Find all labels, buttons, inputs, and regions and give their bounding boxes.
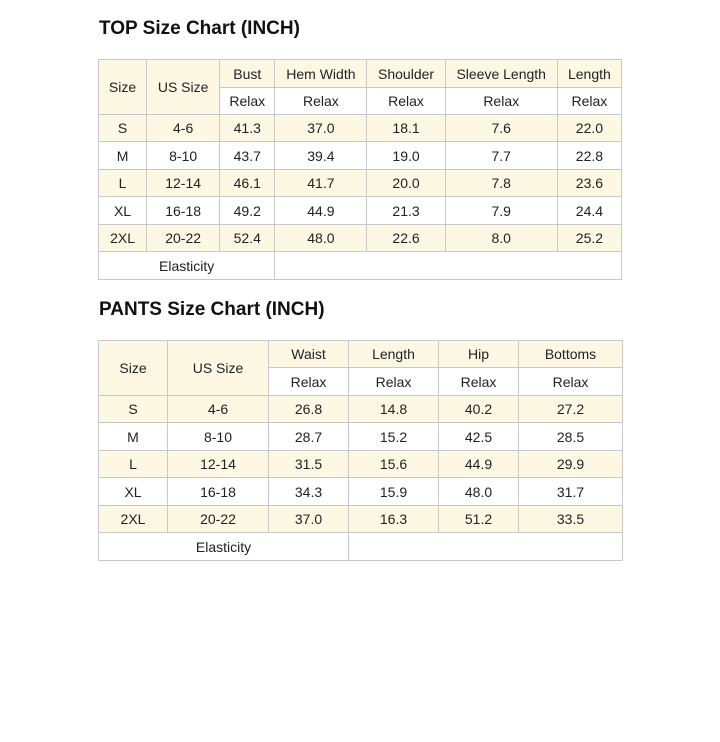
table-cell: 20.0 <box>367 170 445 197</box>
table-cell: 15.2 <box>349 423 439 451</box>
table-cell: 31.7 <box>519 478 623 506</box>
elasticity-value <box>275 252 622 280</box>
table-cell: 8-10 <box>147 142 220 170</box>
table-cell: 51.2 <box>439 506 519 533</box>
table-cell: 33.5 <box>519 506 623 533</box>
subheader-relax: Relax <box>220 88 275 115</box>
subheader-relax: Relax <box>445 88 557 115</box>
table-row <box>99 451 623 478</box>
table-cell: 29.9 <box>519 451 623 478</box>
subheader-relax: Relax <box>349 368 439 396</box>
header-length: Length <box>349 341 439 368</box>
table-cell: M <box>99 423 168 451</box>
table-row <box>99 170 622 197</box>
table-cell: 22.6 <box>367 225 445 252</box>
header-bust: Bust <box>220 60 275 88</box>
table-cell: 46.1 <box>220 170 275 197</box>
table-cell: 18.1 <box>367 115 445 142</box>
table-cell: S <box>99 115 147 142</box>
header-hem-width: Hem Width <box>275 60 367 88</box>
header-waist: Waist <box>269 341 349 368</box>
subheader-relax: Relax <box>519 368 623 396</box>
table-cell: 28.7 <box>269 423 349 451</box>
table-cell: 20-22 <box>168 506 269 533</box>
table-cell: 4-6 <box>147 115 220 142</box>
pants-size-table <box>98 340 623 561</box>
subheader-relax: Relax <box>367 88 445 115</box>
table-cell: 34.3 <box>269 478 349 506</box>
subheader-relax: Relax <box>275 88 367 115</box>
table-cell: 37.0 <box>269 506 349 533</box>
header-bottoms: Bottoms <box>519 341 623 368</box>
table-cell: 40.2 <box>439 396 519 423</box>
table-cell: 42.5 <box>439 423 519 451</box>
table-row <box>99 396 623 423</box>
table-cell: 48.0 <box>275 225 367 252</box>
table-cell: 48.0 <box>439 478 519 506</box>
table-cell: 41.3 <box>220 115 275 142</box>
table-cell: 16-18 <box>147 197 220 225</box>
header-sleeve-length: Sleeve Length <box>445 60 557 88</box>
elasticity-label: Elasticity <box>99 252 275 280</box>
table-cell: L <box>99 170 147 197</box>
table-row <box>99 197 622 225</box>
top-size-chart-title: TOP Size Chart (INCH) <box>99 18 300 39</box>
table-header-row <box>99 60 622 88</box>
table-cell: 22.0 <box>557 115 621 142</box>
table-cell: 37.0 <box>275 115 367 142</box>
table-cell: 43.7 <box>220 142 275 170</box>
table-cell: 7.6 <box>445 115 557 142</box>
table-cell: 4-6 <box>168 396 269 423</box>
table-cell: XL <box>99 197 147 225</box>
table-cell: 8.0 <box>445 225 557 252</box>
table-cell: S <box>99 396 168 423</box>
table-cell: 7.7 <box>445 142 557 170</box>
table-cell: XL <box>99 478 168 506</box>
table-cell: 2XL <box>99 225 147 252</box>
table-cell: 21.3 <box>367 197 445 225</box>
elasticity-row <box>99 252 622 280</box>
header-shoulder: Shoulder <box>367 60 445 88</box>
table-row <box>99 115 622 142</box>
header-us-size: US Size <box>168 341 269 396</box>
table-cell: 52.4 <box>220 225 275 252</box>
table-cell: 24.4 <box>557 197 621 225</box>
table-cell: 28.5 <box>519 423 623 451</box>
table-cell: 7.8 <box>445 170 557 197</box>
table-cell: 27.2 <box>519 396 623 423</box>
table-cell: 20-22 <box>147 225 220 252</box>
table-cell: 2XL <box>99 506 168 533</box>
table-cell: 16.3 <box>349 506 439 533</box>
table-cell: 15.9 <box>349 478 439 506</box>
table-row <box>99 225 622 252</box>
table-cell: 25.2 <box>557 225 621 252</box>
table-cell: 23.6 <box>557 170 621 197</box>
header-size: Size <box>99 341 168 396</box>
table-cell: L <box>99 451 168 478</box>
table-cell: 15.6 <box>349 451 439 478</box>
table-cell: 44.9 <box>275 197 367 225</box>
table-cell: 8-10 <box>168 423 269 451</box>
pants-size-chart-title: PANTS Size Chart (INCH) <box>99 299 325 320</box>
table-cell: 19.0 <box>367 142 445 170</box>
table-cell: 39.4 <box>275 142 367 170</box>
table-cell: 22.8 <box>557 142 621 170</box>
header-us-size: US Size <box>147 60 220 115</box>
table-header-row <box>99 341 623 368</box>
table-cell: 44.9 <box>439 451 519 478</box>
table-cell: M <box>99 142 147 170</box>
subheader-relax: Relax <box>557 88 621 115</box>
top-size-table <box>98 59 622 280</box>
subheader-relax: Relax <box>439 368 519 396</box>
table-cell: 12-14 <box>147 170 220 197</box>
elasticity-row <box>99 533 623 561</box>
table-row <box>99 506 623 533</box>
header-hip: Hip <box>439 341 519 368</box>
table-cell: 31.5 <box>269 451 349 478</box>
table-cell: 14.8 <box>349 396 439 423</box>
table-row <box>99 478 623 506</box>
table-cell: 7.9 <box>445 197 557 225</box>
table-row <box>99 423 623 451</box>
header-size: Size <box>99 60 147 115</box>
table-cell: 49.2 <box>220 197 275 225</box>
table-cell: 12-14 <box>168 451 269 478</box>
elasticity-value <box>349 533 623 561</box>
header-length: Length <box>557 60 621 88</box>
table-row <box>99 142 622 170</box>
table-cell: 16-18 <box>168 478 269 506</box>
subheader-relax: Relax <box>269 368 349 396</box>
table-cell: 26.8 <box>269 396 349 423</box>
table-cell: 41.7 <box>275 170 367 197</box>
elasticity-label: Elasticity <box>99 533 349 561</box>
